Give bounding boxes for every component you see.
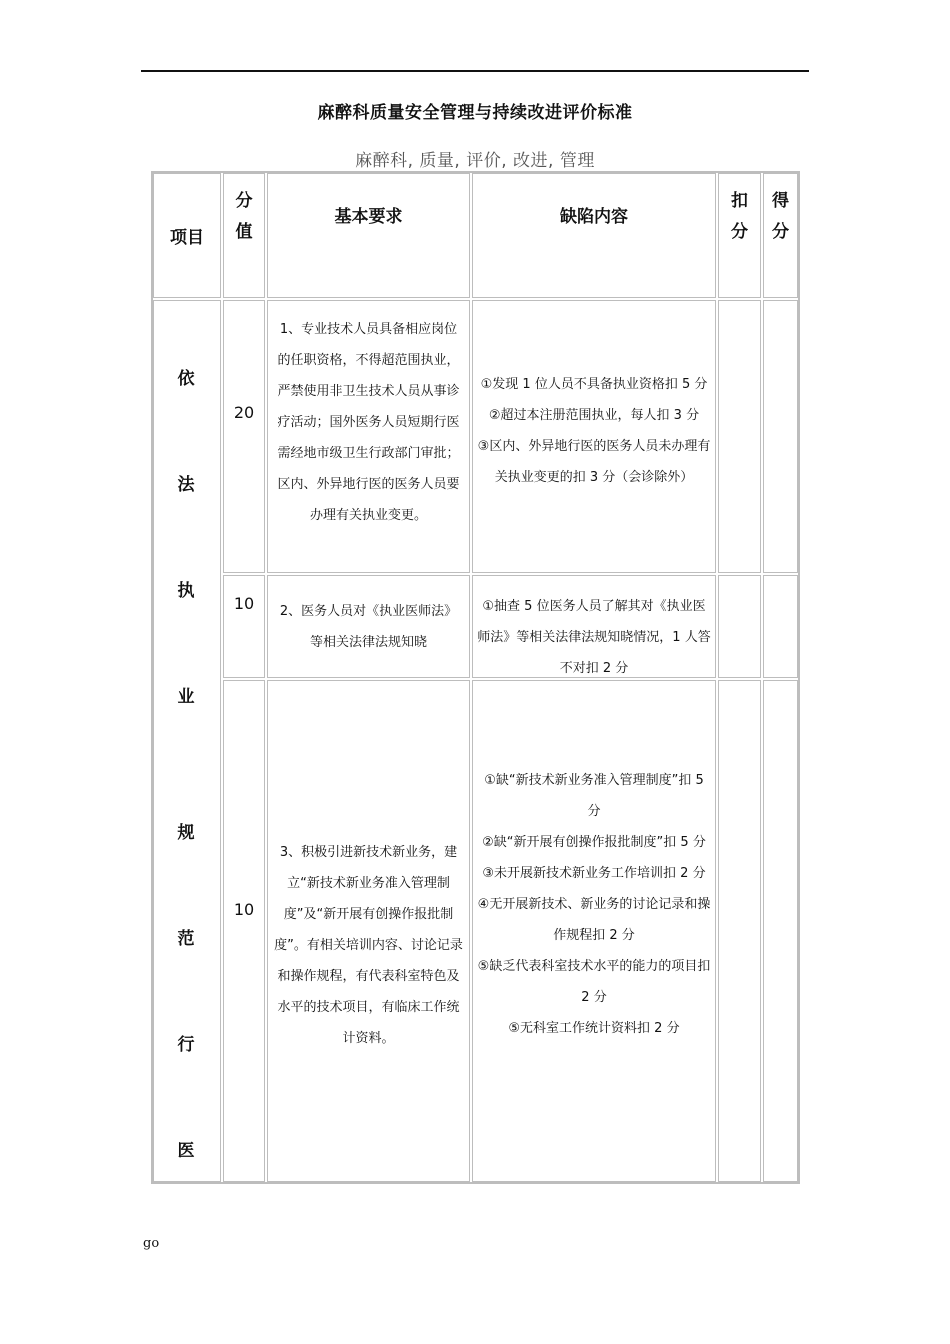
header-defect: 缺陷内容 (472, 173, 716, 298)
header-deduct (718, 173, 761, 298)
category-char: 依 (177, 369, 195, 389)
category-char: 医 (177, 1141, 195, 1161)
row-3-score: 10 (223, 680, 265, 1182)
header-deduct-line-1: 扣 (731, 191, 748, 211)
defect-item: ⑤缺乏代表科室技术水平的能力的项目扣 2 分 (477, 959, 711, 1005)
row-3-obtained (763, 680, 798, 1182)
category-char: 法 (177, 475, 195, 495)
defect-item: ①缺“新技术新业务准入管理制度”扣 5 分 (484, 773, 704, 819)
defect-item: ③区内、外异地行医的医务人员未办理有关执业变更的扣 3 分（会诊除外） (477, 439, 711, 485)
row-2-obtained (763, 575, 798, 678)
category-char: 行 (177, 1035, 195, 1055)
row-1-obtained (763, 300, 798, 573)
defect-item: ⑤无科室工作统计资料扣 2 分 (508, 1021, 680, 1036)
page-footer: go (143, 1236, 160, 1251)
document-title: 麻醉科质量安全管理与持续改进评价标准 (317, 103, 633, 123)
header-rule (141, 70, 809, 72)
defect-item: ④无开展新技术、新业务的讨论记录和操作规程扣 2 分 (477, 897, 711, 943)
category-char: 执 (177, 581, 195, 601)
defect-item: ①抽查 5 位医务人员了解其对《执业医师法》等相关法律法规知晓情况，1 人答不对扣 2 分 (477, 599, 711, 676)
document-keywords: 麻醉科, 质量, 评价, 改进, 管理 (355, 151, 595, 171)
row-3-defects (472, 680, 716, 1182)
header-obtained-line-1: 得 (772, 191, 789, 211)
row-1-defects (472, 300, 716, 573)
defect-item: ②超过本注册范围执业，每人扣 3 分 (488, 408, 700, 423)
row-3-requirement: 3、积极引进新技术新业务，建立“新技术新业务准入管理制度”及“新开展有创操作报批制度”。有相关培训内容、讨论记录和操作规程，有代表科室特色及水平的技术项目，有临床工作统计资料。 (267, 680, 470, 1182)
row-3-deduct (718, 680, 761, 1182)
header-score (223, 173, 265, 298)
row-1-deduct (718, 300, 761, 573)
header-obtained (763, 173, 798, 298)
row-2-deduct (718, 575, 761, 678)
row-1-score: 20 (223, 300, 265, 573)
row-1-requirement: 1、专业技术人员具备相应岗位的任职资格，不得超范围执业，严禁使用非卫生技术人员从事诊疗活动；国外医务人员短期行医需经地市级卫生行政部门审批；区内、外异地行医的医务人员要办理有关执业变更。 (267, 300, 470, 573)
category-char: 规 (177, 823, 195, 843)
row-2-score: 10 (223, 575, 265, 678)
header-score-line-1: 分 (235, 191, 253, 211)
defect-item: ③未开展新技术新业务工作培训扣 2 分 (482, 866, 706, 881)
header-requirement: 基本要求 (267, 173, 470, 298)
category-char: 业 (177, 687, 195, 707)
header-deduct-line-2: 分 (731, 222, 748, 242)
row-2-requirement: 2、医务人员对《执业医师法》等相关法律法规知晓 (267, 575, 470, 678)
defect-item: ①发现 1 位人员不具备执业资格扣 5 分 (480, 377, 708, 392)
header-item: 项目 (153, 173, 221, 298)
defect-item: ②缺“新开展有创操作报批制度”扣 5 分 (482, 835, 706, 850)
header-score-line-2: 值 (235, 222, 253, 242)
row-2-defects (472, 575, 716, 678)
category-char: 范 (177, 929, 195, 949)
header-obtained-line-2: 分 (772, 222, 789, 242)
